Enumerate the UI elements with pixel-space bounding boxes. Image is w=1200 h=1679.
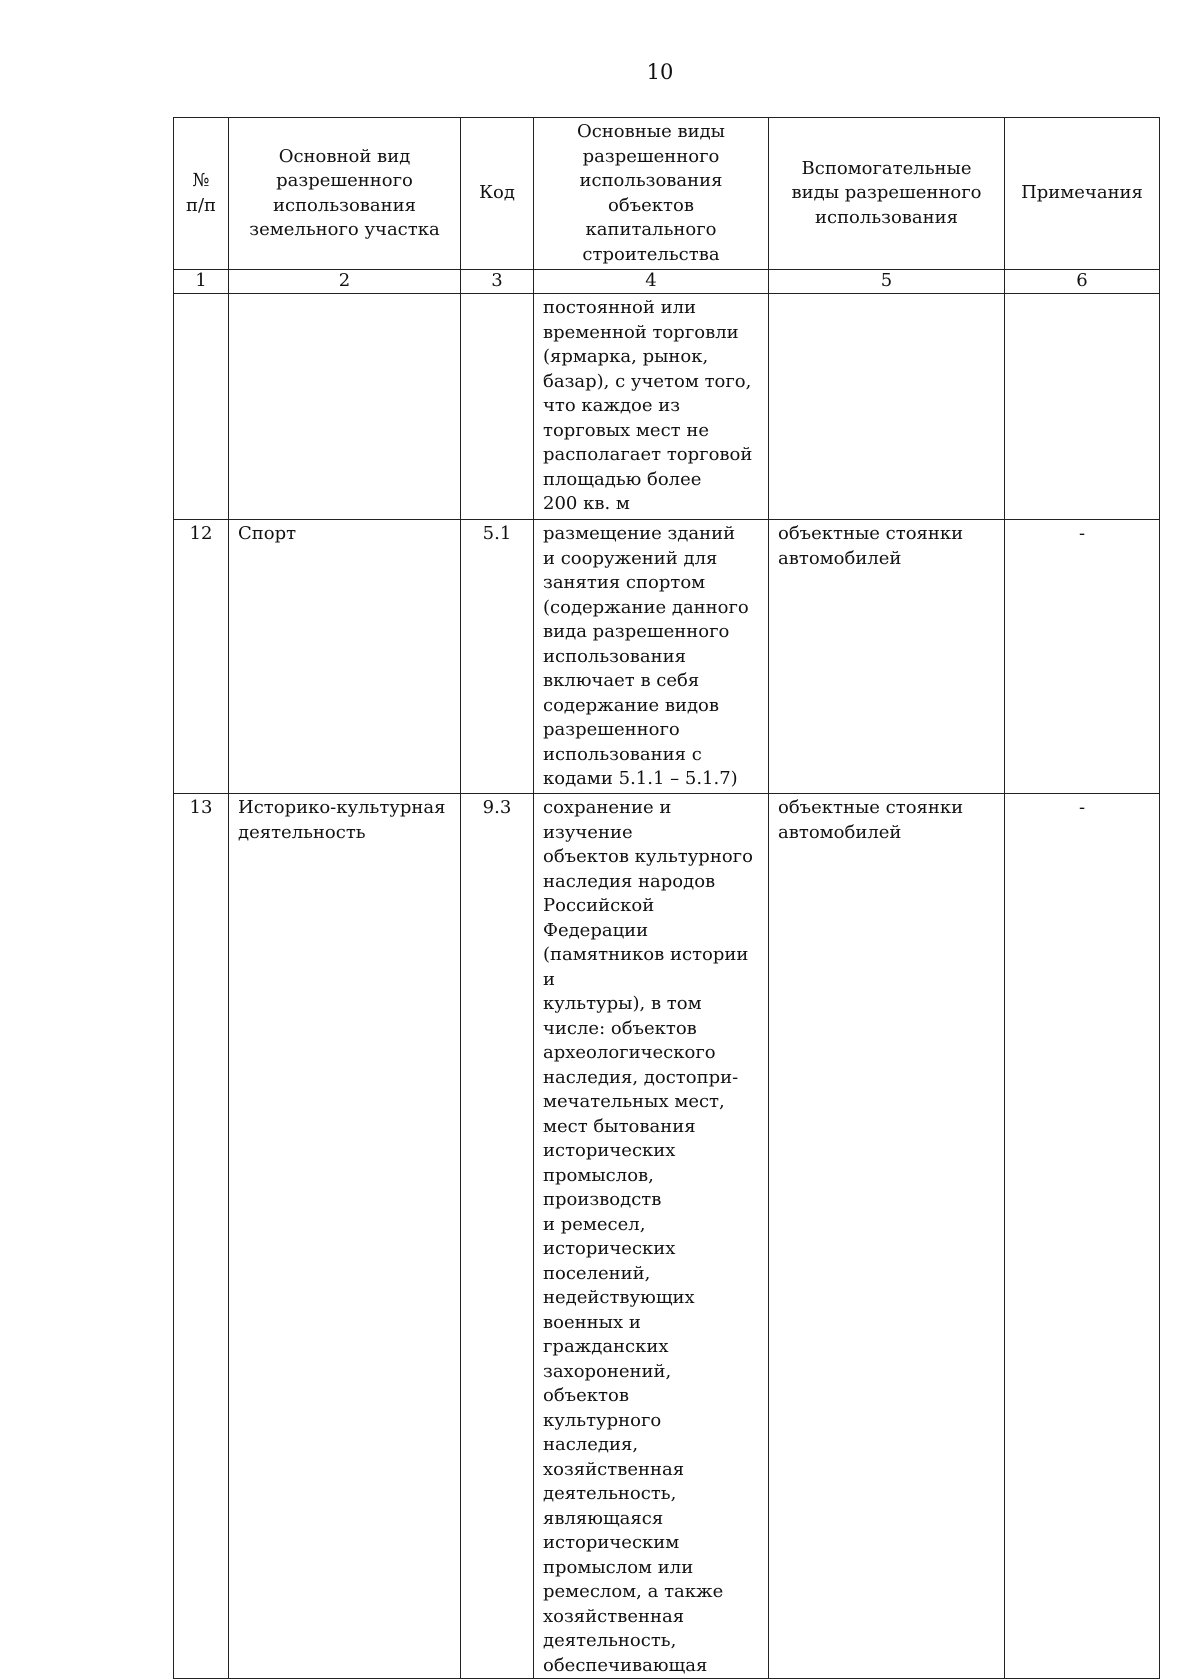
continuation-row — [174, 294, 1160, 520]
text-line: исторических — [543, 1238, 676, 1259]
row-number: 12 — [174, 520, 229, 794]
text-line: использования — [543, 645, 687, 667]
text-line: содержание видов — [543, 694, 720, 716]
text-line: археологического — [543, 1042, 716, 1063]
capital-objects-cell — [534, 794, 769, 1679]
text-line: (содержание данного — [543, 596, 749, 618]
text-line: Спорт — [238, 523, 297, 544]
text-line: строительства — [582, 243, 720, 265]
text-line: Историко-культурная — [238, 797, 446, 818]
text-line: размещение зданий — [543, 523, 736, 544]
text-line: п/п — [185, 194, 217, 216]
text-line: 200 кв. м — [543, 493, 630, 514]
text-line: промыслов, — [543, 1164, 654, 1186]
notes-cell: - — [1005, 520, 1160, 794]
header-num — [174, 118, 229, 270]
text-line: автомобилей — [778, 547, 902, 569]
text-line: (памятников истории и — [543, 944, 749, 990]
text-line: занятия спортом — [543, 572, 706, 593]
header-notes — [1005, 118, 1160, 270]
text-line: разрешенного — [582, 145, 720, 167]
auxiliary-use-cell — [769, 794, 1005, 1679]
main-use-cell — [229, 794, 461, 1679]
header-row — [174, 118, 1160, 270]
text-line: использования — [579, 170, 723, 191]
text-line: и ремесел, — [543, 1213, 646, 1235]
table-cell — [769, 294, 1005, 520]
text-line: использования — [272, 194, 416, 216]
capital-objects-cell — [534, 520, 769, 794]
text-line: временной торговли — [543, 321, 739, 343]
text-line: захоронений, объектов — [543, 1360, 672, 1406]
text-line: объектов капитального — [585, 194, 717, 240]
continued-capital-objects-cell — [534, 294, 769, 520]
main-use-cell — [229, 520, 461, 794]
text-line: сохранение и изучение — [543, 797, 672, 843]
text-line: Вспомогательные — [801, 157, 972, 179]
text-line: вида разрешенного — [543, 621, 730, 642]
text-line: располагает торговой — [543, 444, 753, 465]
code-cell: 5.1 — [461, 520, 534, 794]
text-line: включает в себя — [543, 670, 700, 691]
text-line: деятельность, — [543, 1630, 677, 1651]
text-line: обеспечивающая — [543, 1654, 708, 1676]
text-line: автомобилей — [778, 821, 902, 843]
text-line: Код — [479, 182, 515, 204]
text-line: хозяйственная — [543, 1605, 685, 1627]
table-cell — [1005, 294, 1160, 520]
text-line: постоянной или — [543, 297, 697, 318]
text-line: Российской Федерации — [543, 895, 655, 941]
column-number: 3 — [461, 270, 534, 294]
text-line: культурного наследия, — [543, 1409, 662, 1455]
row-number: 13 — [174, 794, 229, 1679]
text-line: наследия народов — [543, 870, 716, 892]
text-line: площадью более — [543, 468, 702, 490]
header-code — [461, 118, 534, 270]
text-line: ремеслом, а также — [543, 1581, 724, 1602]
column-number: 5 — [769, 270, 1005, 294]
text-line: использования с — [543, 743, 702, 765]
land-use-table — [173, 117, 1160, 1679]
text-line: базар), с учетом того, — [543, 370, 752, 392]
text-line: деятельность, — [543, 1483, 677, 1504]
text-line: объектов культурного — [543, 846, 753, 867]
code-cell: 9.3 — [461, 794, 534, 1679]
text-line: что каждое из — [543, 395, 681, 416]
column-number: 4 — [534, 270, 769, 294]
text-line: недействующих — [543, 1287, 695, 1308]
table-row — [174, 794, 1160, 1679]
text-line: культуры), в том — [543, 993, 702, 1014]
text-line: производств — [543, 1189, 662, 1210]
text-line: земельного участка — [249, 219, 440, 240]
text-line: являющаяся — [543, 1507, 664, 1529]
text-line: виды разрешенного — [791, 182, 982, 204]
header-capital-objects — [534, 118, 769, 270]
table-cell — [461, 294, 534, 520]
text-line: деятельность — [238, 821, 366, 843]
column-numbers-row — [174, 270, 1160, 294]
column-number: 2 — [229, 270, 461, 294]
table-row — [174, 520, 1160, 794]
text-line: поселений, — [543, 1262, 651, 1284]
table-cell — [174, 294, 229, 520]
header-auxiliary-use — [769, 118, 1005, 270]
text-line: числе: объектов — [543, 1017, 697, 1039]
page-number: 10 — [646, 60, 674, 84]
text-line: Основные виды — [576, 121, 726, 142]
text-line: промыслом или — [543, 1556, 694, 1578]
table-cell — [229, 294, 461, 520]
text-line: использования — [814, 206, 958, 228]
text-line: и сооружений для — [543, 547, 718, 569]
text-line: Примечания — [1021, 182, 1143, 204]
text-line: (ярмарка, рынок, — [543, 346, 709, 367]
text-line: торговых мест не — [543, 419, 709, 441]
notes-cell: - — [1005, 794, 1160, 1679]
text-line: разрешенного — [276, 170, 413, 191]
header-main-use — [229, 118, 461, 270]
text-line: мест бытования — [543, 1115, 696, 1137]
column-number: 6 — [1005, 270, 1160, 294]
text-line: кодами 5.1.1 – 5.1.7) — [543, 768, 738, 789]
text-line: объектные стоянки — [778, 797, 964, 818]
text-line: гражданских — [543, 1336, 669, 1357]
column-number: 1 — [174, 270, 229, 294]
text-line: хозяйственная — [543, 1458, 685, 1480]
text-line: Основной вид — [278, 145, 411, 167]
text-line: военных и — [543, 1311, 641, 1333]
auxiliary-use-cell — [769, 520, 1005, 794]
text-line: мечательных мест, — [543, 1091, 725, 1112]
text-line: № — [192, 170, 210, 191]
text-line: наследия, достопри- — [543, 1066, 739, 1088]
text-line: объектные стоянки — [778, 523, 964, 544]
text-line: исторических — [543, 1140, 676, 1161]
text-line: историческим — [543, 1532, 680, 1553]
text-line: разрешенного — [543, 719, 680, 740]
